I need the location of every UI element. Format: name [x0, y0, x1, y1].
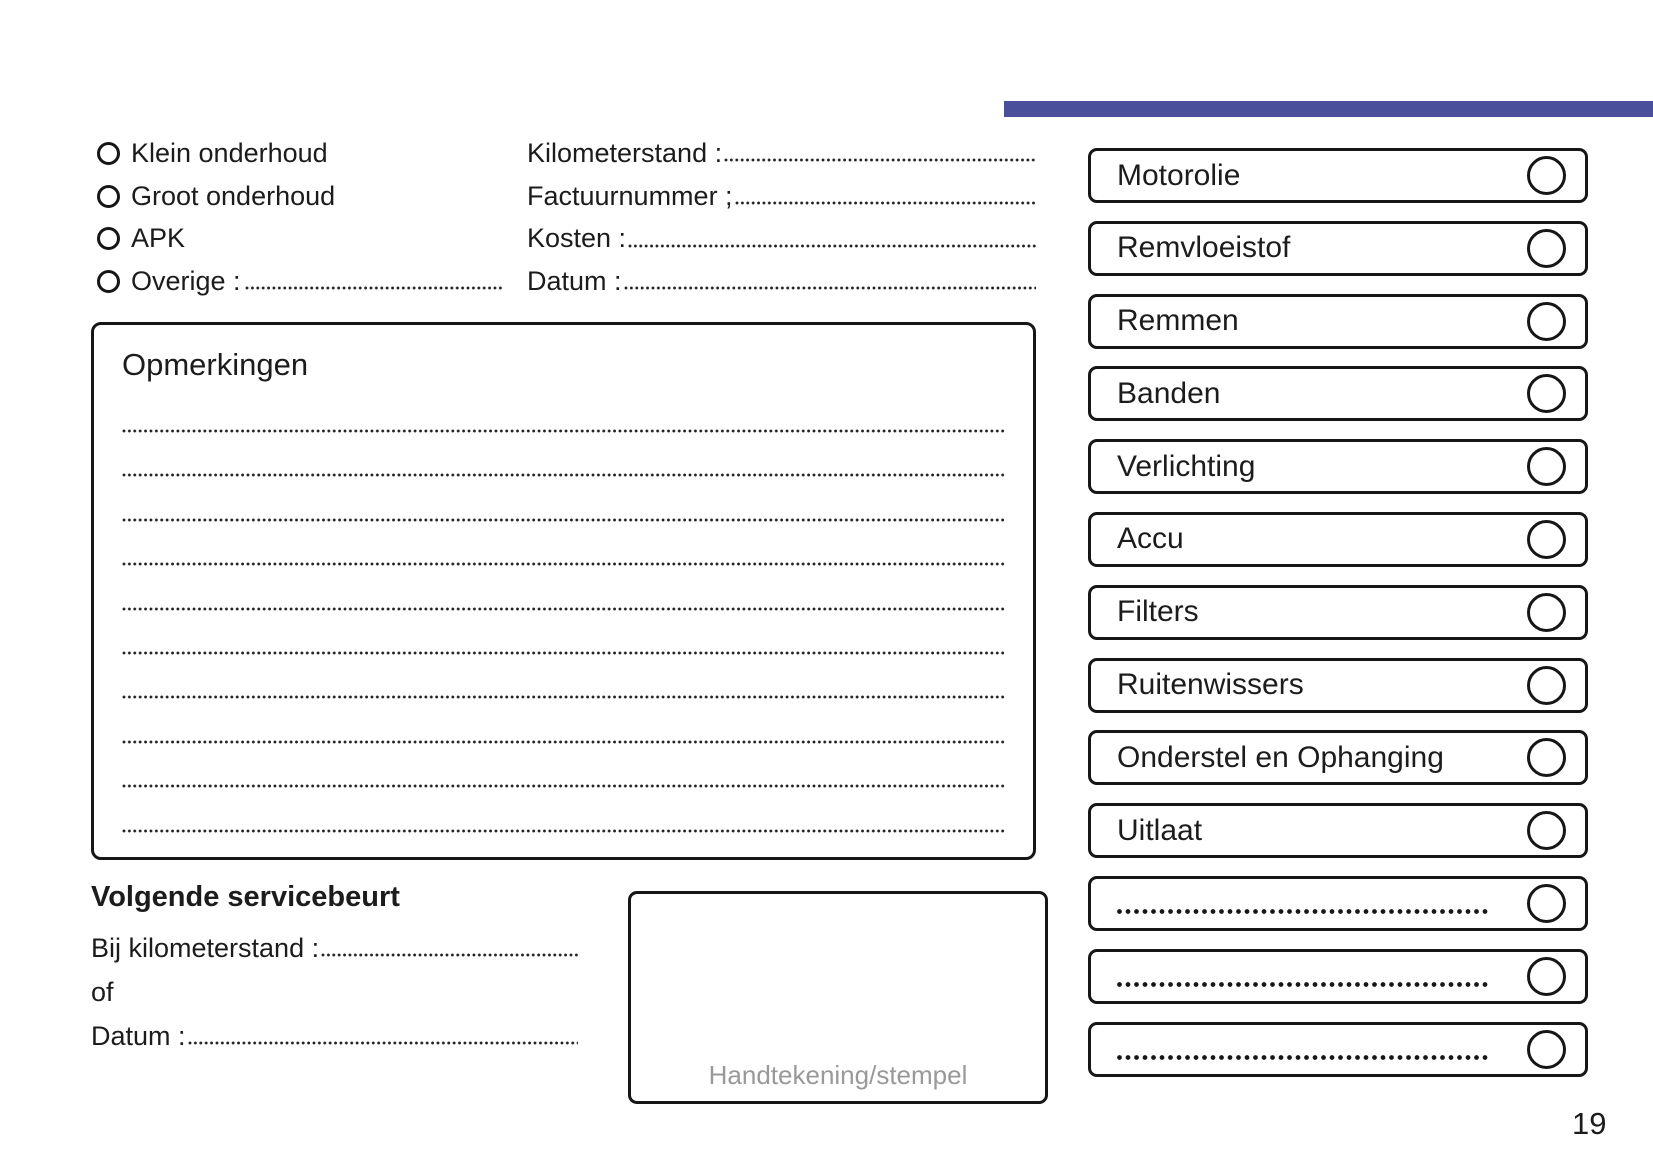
- write-in-line: [1117, 982, 1491, 987]
- checklist-item: [1088, 585, 1588, 640]
- checklist-item: [1088, 439, 1588, 494]
- remarks-blank-line: [122, 695, 1005, 699]
- invoice-field-label: Kilometerstand :: [527, 137, 723, 168]
- checklist-item: [1088, 512, 1588, 567]
- write-in-line: [321, 953, 578, 957]
- invoice-field-label: Datum :: [527, 265, 622, 296]
- checklist-item: [1088, 148, 1588, 203]
- checklist-item-label: Uitlaat: [1117, 813, 1203, 847]
- remarks-blank-line: [122, 784, 1005, 788]
- remarks-blank-line: [122, 651, 1005, 655]
- service-option-row: [97, 217, 502, 260]
- signature-caption: Handtekening/stempel: [708, 1060, 968, 1090]
- invoice-field-row: [527, 260, 1036, 303]
- next-service-row: [91, 926, 578, 970]
- next-service-section: [91, 880, 578, 1058]
- checklist-item: [1088, 730, 1588, 785]
- check-circle-icon: [1527, 447, 1566, 486]
- remarks-blank-line: [122, 740, 1005, 744]
- check-circle-icon: [1527, 884, 1566, 923]
- remarks-blank-line: [122, 473, 1005, 477]
- check-circle-icon: [1527, 957, 1566, 996]
- checklist-item: [1088, 221, 1588, 276]
- checklist-item-label: Ruitenwissers: [1117, 668, 1304, 702]
- radio-circle-icon: [97, 185, 120, 208]
- signature-box: [628, 891, 1048, 1104]
- write-in-line: [1117, 909, 1491, 914]
- invoice-field-label: Kosten :: [527, 223, 627, 254]
- remarks-box: [91, 322, 1036, 860]
- invoice-field-row: [527, 132, 1036, 175]
- service-option-row: [97, 132, 502, 175]
- checklist-item-label: Accu: [1117, 522, 1184, 556]
- check-circle-icon: [1527, 156, 1566, 195]
- next-service-title: Volgende servicebeurt: [91, 881, 400, 913]
- check-circle-icon: [1527, 811, 1566, 850]
- write-in-line: [735, 201, 1036, 205]
- remarks-title: Opmerkingen: [122, 347, 309, 382]
- invoice-field-label: Factuurnummer ;: [527, 180, 733, 211]
- service-option-row: [97, 260, 502, 303]
- service-option-label: Groot onderhoud: [131, 180, 336, 211]
- checklist-item-blank: [1088, 1022, 1588, 1077]
- next-service-rows: [91, 926, 578, 1058]
- checklist-item: [1088, 803, 1588, 858]
- radio-circle-icon: [97, 227, 120, 250]
- invoice-fields: [527, 132, 1036, 303]
- checklist-item: [1088, 366, 1588, 421]
- next-service-label: of: [91, 976, 114, 1007]
- next-service-label: Datum :: [91, 1020, 186, 1051]
- remarks-blank-line: [122, 518, 1005, 522]
- write-in-line: [724, 158, 1036, 162]
- remarks-blank-line: [122, 829, 1005, 833]
- write-in-line: [1117, 1055, 1491, 1060]
- service-option-label: Klein onderhoud: [131, 137, 328, 168]
- check-circle-icon: [1527, 593, 1566, 632]
- check-circle-icon: [1527, 666, 1566, 705]
- write-in-line: [624, 286, 1036, 290]
- checklist-item: [1088, 294, 1588, 349]
- check-circle-icon: [1527, 738, 1566, 777]
- remarks-blank-line: [122, 429, 1005, 433]
- radio-circle-icon: [97, 142, 120, 165]
- check-circle-icon: [1527, 229, 1566, 268]
- checklist-item-blank: [1088, 876, 1588, 931]
- service-option-label: Overige :: [131, 265, 241, 296]
- page-number: 19: [1572, 1106, 1607, 1141]
- radio-circle-icon: [97, 270, 120, 293]
- checklist: [1088, 148, 1588, 1077]
- next-service-label: Bij kilometerstand :: [91, 932, 320, 963]
- check-circle-icon: [1527, 302, 1566, 341]
- check-circle-icon: [1527, 520, 1566, 559]
- service-option-row: [97, 175, 502, 218]
- write-in-line: [628, 244, 1036, 248]
- checklist-item-label: Remvloeistof: [1117, 231, 1291, 265]
- remarks-blank-line: [122, 562, 1005, 566]
- checklist-item-label: Verlichting: [1117, 449, 1256, 483]
- service-option-label: APK: [131, 223, 186, 254]
- next-service-row: [91, 1014, 578, 1058]
- next-service-row: [91, 970, 578, 1014]
- invoice-field-row: [527, 217, 1036, 260]
- checklist-item-label: Onderstel en Ophanging: [1117, 740, 1444, 774]
- checklist-item-label: Remmen: [1117, 304, 1239, 338]
- remarks-blank-lines: [122, 429, 1005, 873]
- invoice-field-row: [527, 175, 1036, 218]
- remarks-blank-line: [122, 607, 1005, 611]
- write-in-line: [245, 286, 502, 290]
- checklist-item-label: Filters: [1117, 595, 1199, 629]
- accent-bar: [1004, 101, 1653, 117]
- write-in-line: [188, 1041, 578, 1045]
- checklist-item-blank: [1088, 949, 1588, 1004]
- check-circle-icon: [1527, 1030, 1566, 1069]
- checklist-item-label: Banden: [1117, 376, 1221, 410]
- checklist-item-label: Motorolie: [1117, 158, 1241, 192]
- checklist-item: [1088, 658, 1588, 713]
- check-circle-icon: [1527, 374, 1566, 413]
- service-type-options: [97, 132, 502, 303]
